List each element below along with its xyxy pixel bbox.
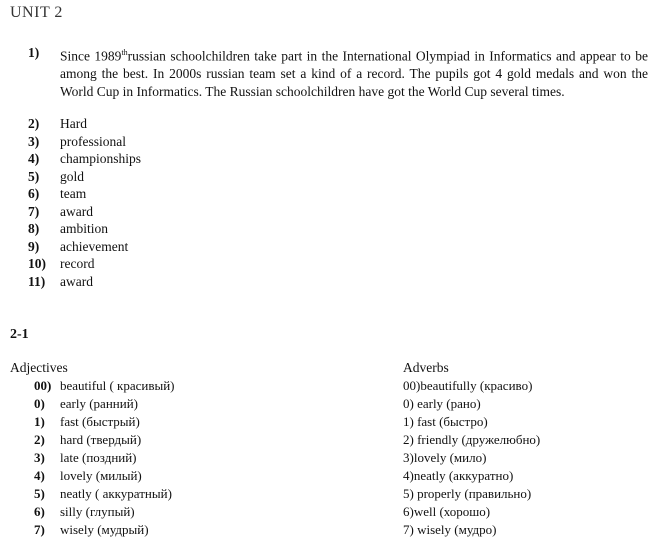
row-number: 4) [34, 468, 45, 483]
answer-text: championships [60, 151, 141, 166]
answer-number: 11) [28, 274, 46, 289]
adjective-row [34, 431, 141, 448]
answer-number: 1) [28, 45, 40, 60]
adverb-row: 7) wisely (мудро) [403, 522, 497, 537]
answer-number: 10) [28, 256, 46, 271]
adverb-row: 1) fast (быстро) [403, 414, 488, 429]
answer-item [28, 150, 141, 168]
adjective-row [34, 521, 149, 538]
unit-title: UNIT 2 [10, 4, 63, 21]
row-text: early (ранний) [60, 396, 138, 411]
adverb-row: 4)neatly (аккуратно) [403, 468, 514, 483]
row-number: 5) [34, 486, 45, 501]
row-number: 3) [34, 450, 45, 465]
answer-item [28, 133, 126, 151]
adverb-row: 0) early (рано) [403, 396, 481, 411]
answer-text: Hard [60, 116, 87, 131]
row-text: fast (быстрый) [60, 414, 140, 429]
answer-item [28, 203, 93, 221]
answer-text: professional [60, 134, 126, 149]
answer-text-before: Since 1989 [60, 48, 122, 64]
adjective-row [34, 413, 140, 430]
row-text: silly (глупый) [60, 504, 135, 519]
adjective-row [34, 449, 137, 466]
answer-item [28, 168, 84, 186]
answer-text: gold [60, 169, 85, 184]
answer-number: 4) [28, 151, 40, 166]
row-number: 00) [34, 378, 52, 393]
answer-number: 3) [28, 134, 40, 149]
answer-item-1 [28, 44, 648, 100]
row-number: 7) [34, 522, 45, 537]
adjective-row [34, 485, 172, 502]
row-number: 6) [34, 504, 45, 519]
adverb-row: 3)lovely (мило) [403, 450, 487, 465]
adverb-row: 2) friendly (дружелюбно) [403, 432, 541, 447]
answer-text: record [60, 256, 95, 271]
row-text: beautiful ( красивый) [60, 378, 175, 393]
answer-number: 9) [28, 239, 40, 254]
answer-item [28, 185, 86, 203]
answer-text: achievement [60, 239, 129, 254]
row-text: lovely (милый) [60, 468, 142, 483]
answer-text: ambition [60, 221, 108, 236]
adverb-row: 5) properly (правильно) [403, 486, 532, 501]
row-number: 1) [34, 414, 45, 429]
answer-number: 8) [28, 221, 40, 236]
answer-paragraph [60, 44, 648, 100]
section-title: 2-1 [10, 327, 29, 342]
row-text: late (поздний) [60, 450, 137, 465]
answer-text: team [60, 186, 87, 201]
answer-number: 7) [28, 204, 40, 219]
answer-number: 2) [28, 116, 40, 131]
row-text: hard (твердый) [60, 432, 142, 447]
answer-text: award [60, 274, 93, 289]
answer-text: award [60, 204, 93, 219]
adverb-row: 00)beautifully (красиво) [403, 378, 533, 393]
adjective-row [34, 467, 142, 484]
adverb-row: 6)well (хорошо) [403, 504, 491, 519]
adjective-row [34, 395, 138, 412]
answer-item [28, 273, 93, 291]
answer-item [28, 238, 128, 256]
answer-text-after: russian schoolchildren take part in the International Olympiad in Informatics and appear to be among the best. In 2000s russian team set a kind of a record. The pupils got 4 gold medals and won the World Cup in Informatics. The Russian schoolchildren have got the World Cup several times. [60, 48, 648, 99]
adverbs-heading: Adverbs [403, 360, 449, 375]
row-number: 0) [34, 396, 45, 411]
adjectives-heading: Adjectives [10, 360, 68, 375]
row-text: neatly ( аккуратный) [60, 486, 172, 501]
answer-number: 6) [28, 186, 40, 201]
answer-superscript: th [121, 48, 128, 57]
answer-item [28, 220, 108, 238]
answer-number: 5) [28, 169, 40, 184]
adjective-row [34, 377, 175, 394]
answer-item [28, 115, 87, 133]
adjective-row [34, 503, 135, 520]
row-text: wisely (мудрый) [60, 522, 149, 537]
row-number: 2) [34, 432, 45, 447]
answer-item [28, 255, 94, 273]
